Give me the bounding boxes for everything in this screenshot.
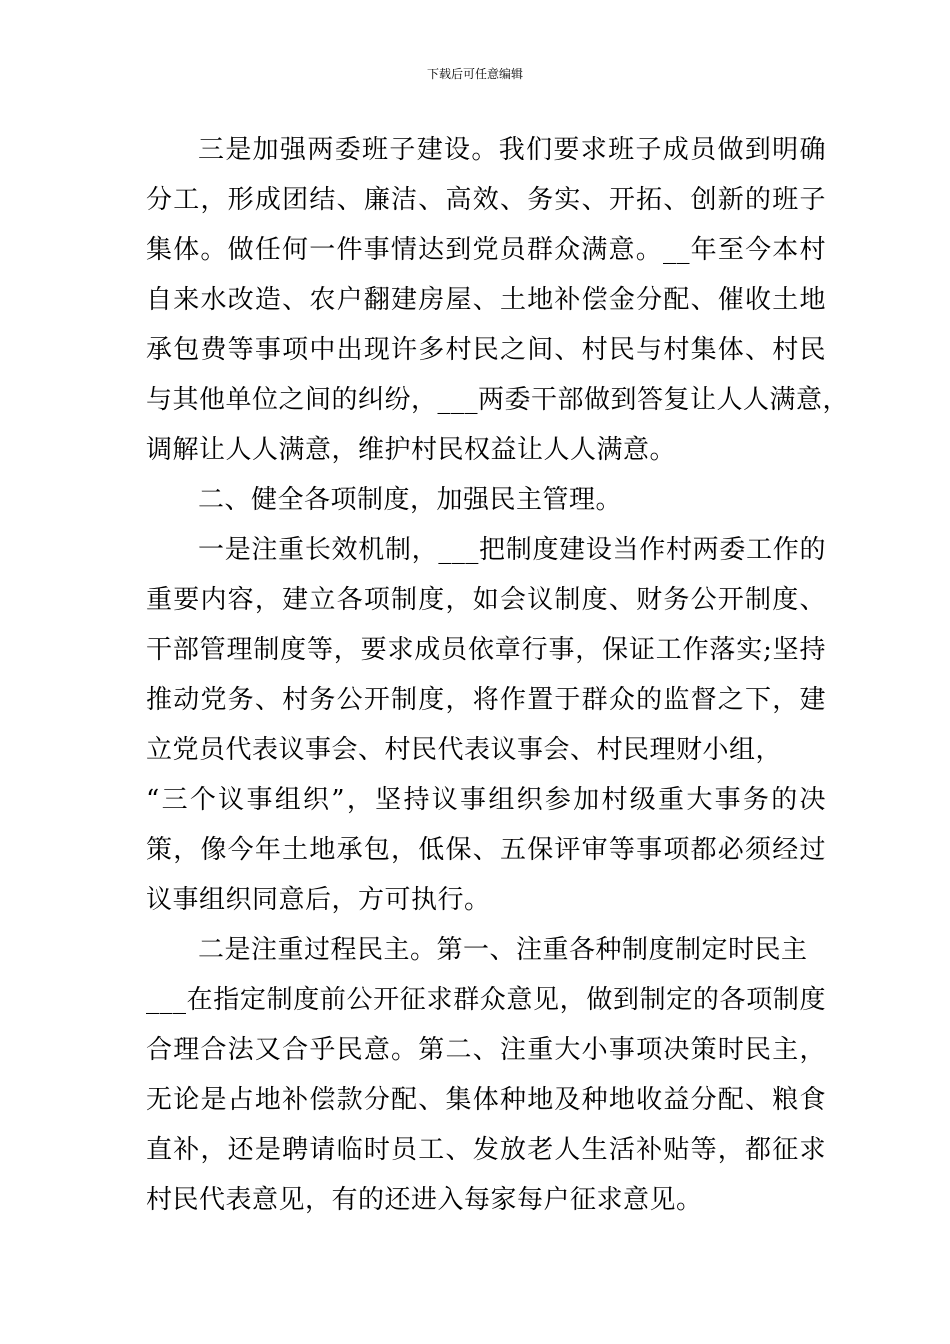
text-line: 合理合法又合乎民意。第二、注重大小事项决策时民主， bbox=[146, 1035, 826, 1065]
text-line: 干部管理制度等，要求成员依章行事，保证工作落实;坚持 bbox=[146, 635, 826, 665]
text-line: 集体。做任何一件事情达到党员群众满意。__年至今本村 bbox=[146, 235, 826, 265]
text-line: 自来水改造、农户翻建房屋、土地补偿金分配、催收土地 bbox=[146, 285, 826, 315]
text-line: 立党员代表议事会、村民代表议事会、村民理财小组， bbox=[146, 735, 783, 765]
text-line: 承包费等事项中出现许多村民之间、村民与村集体、村民 bbox=[146, 335, 826, 365]
text-line: 无论是占地补偿款分配、集体种地及种地收益分配、粮食 bbox=[146, 1085, 826, 1115]
text-line: 重要内容，建立各项制度，如会议制度、财务公开制度、 bbox=[146, 585, 826, 615]
text-line: ___在指定制度前公开征求群众意见，做到制定的各项制度 bbox=[146, 985, 826, 1015]
text-line: 直补，还是聘请临时员工、发放老人生活补贴等，都征求 bbox=[146, 1135, 826, 1165]
text-line: 一是注重长效机制，___把制度建设当作村两委工作的 bbox=[198, 535, 826, 565]
text-line: 与其他单位之间的纠纷，___两委干部做到答复让人人满意， bbox=[146, 385, 850, 415]
text-line: “三个议事组织”，坚持议事组织参加村级重大事务的决 bbox=[146, 785, 826, 815]
text-line: 分工，形成团结、廉洁、高效、务实、开拓、创新的班子 bbox=[146, 185, 826, 215]
text-line: 三是加强两委班子建设。我们要求班子成员做到明确 bbox=[198, 135, 826, 165]
text-line: 村民代表意见，有的还进入每家每户征求意见。 bbox=[146, 1185, 703, 1215]
text-line: 调解让人人满意，维护村民权益让人人满意。 bbox=[146, 435, 677, 465]
text-line: 议事组织同意后，方可执行。 bbox=[146, 885, 491, 915]
page-header: 下载后可任意编辑 bbox=[426, 67, 523, 81]
section-heading: 二、健全各项制度，加强民主管理。 bbox=[198, 485, 623, 515]
text-line: 二是注重过程民主。第一、注重各种制度制定时民主 bbox=[198, 935, 808, 965]
text-line: 策，像今年土地承包，低保、五保评审等事项都必须经过 bbox=[146, 835, 826, 865]
text-line: 推动党务、村务公开制度，将作置于群众的监督之下，建 bbox=[146, 685, 826, 715]
